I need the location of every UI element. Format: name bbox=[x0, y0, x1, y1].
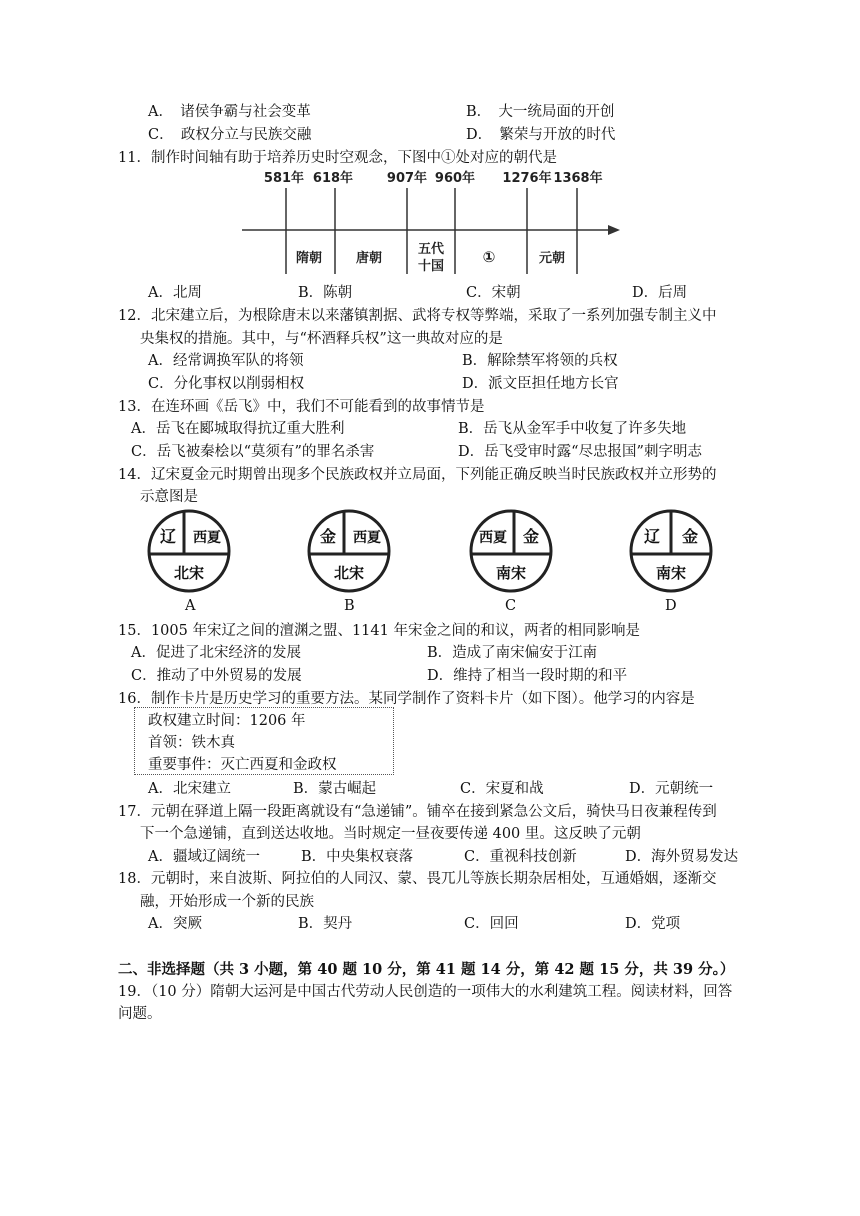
q16-option-d: D．元朝统一 bbox=[629, 781, 714, 797]
diagram-region: 北宋 bbox=[333, 564, 365, 582]
tl-period-blank: ① bbox=[482, 248, 496, 266]
card-line-leader: 首领：铁木真 bbox=[148, 735, 235, 751]
q14-label-b: B bbox=[344, 598, 355, 614]
diagram-region: 西夏 bbox=[193, 530, 221, 546]
tl-year: 618年 bbox=[312, 171, 354, 186]
q18-option-b: B．契丹 bbox=[298, 916, 353, 932]
q15-option-d: D．维持了相当一段时期的和平 bbox=[427, 668, 628, 684]
q10-option-c: C． 政权分立与民族交融 bbox=[148, 127, 312, 143]
q17-option-a: A．疆域辽阔统一 bbox=[148, 849, 260, 865]
q18-option-c: C．回回 bbox=[464, 916, 519, 932]
q12-option-b: B．解除禁军将领的兵权 bbox=[462, 353, 618, 369]
q15-option-b: B．造成了南宋偏安于江南 bbox=[427, 645, 598, 661]
q16-option-b: B．蒙古崛起 bbox=[293, 781, 377, 797]
q18-stem-1: 18．元朝时，来自波斯、阿拉伯的人同汉、蒙、畏兀儿等族长期杂居相处，互通婚姻，逐渐交 bbox=[118, 871, 717, 887]
diagram-region: 辽 bbox=[643, 527, 661, 546]
q17-stem-2: 下一个急递铺，直到送达收地。当时规定一昼夜要传递 400 里。这反映了元朝 bbox=[140, 826, 641, 842]
q15-option-a: A．促进了北宋经济的发展 bbox=[131, 645, 301, 661]
diagram-region: 金 bbox=[681, 527, 699, 546]
q14-label-c: C bbox=[505, 598, 517, 614]
q11-option-c: C．宋朝 bbox=[466, 285, 521, 301]
q12-stem-2: 央集权的措施。其中，与“杯酒释兵权”这一典故对应的是 bbox=[140, 331, 503, 347]
q11-timeline bbox=[230, 166, 630, 278]
card-line-founded: 政权建立时间：1206 年 bbox=[148, 713, 306, 729]
tl-period-sui: 隋朝 bbox=[295, 251, 323, 266]
tl-period-tang: 唐朝 bbox=[355, 251, 383, 266]
tl-period-wudai: 五代 bbox=[417, 242, 445, 257]
diagram-region: 金 bbox=[522, 527, 540, 546]
q13-option-b: B．岳飞从金军手中收复了许多失地 bbox=[458, 421, 687, 437]
q10-option-a: A． 诸侯争霸与社会变革 bbox=[148, 104, 311, 120]
q19-stem-2: 问题。 bbox=[118, 1006, 162, 1022]
q12-option-a: A．经常调换军队的将领 bbox=[148, 353, 304, 369]
tl-period-shiguo: 十国 bbox=[417, 259, 445, 274]
q16-option-c: C．宋夏和战 bbox=[460, 781, 544, 797]
q16-option-a: A．北宋建立 bbox=[148, 781, 231, 797]
q12-option-c: C．分化事权以削弱相权 bbox=[148, 376, 305, 392]
q17-stem-1: 17．元朝在驿道上隔一段距离就设有“急递铺”。铺卒在接到紧急公文后，骑快马日夜兼程传到 bbox=[118, 804, 717, 820]
tl-year: 1368年 bbox=[553, 171, 603, 186]
tl-period-yuan: 元朝 bbox=[538, 251, 566, 266]
diagram-region: 西夏 bbox=[479, 530, 507, 546]
q11-option-b: B．陈朝 bbox=[298, 285, 353, 301]
diagram-region: 辽 bbox=[159, 527, 177, 546]
tl-year: 1276年 bbox=[502, 171, 552, 186]
q14-label-d: D bbox=[665, 598, 677, 614]
tl-year: 960年 bbox=[434, 171, 476, 186]
q10-option-d: D． 繁荣与开放的时代 bbox=[466, 127, 616, 143]
q14-diagram-d bbox=[628, 508, 714, 594]
q19-stem-1: 19．（10 分）隋朝大运河是中国古代劳动人民创造的一项伟大的水利建筑工程。阅读材料，回答 bbox=[118, 984, 733, 1000]
q16-stem: 16．制作卡片是历史学习的重要方法。某同学制作了资料卡片（如下图）。他学习的内容是 bbox=[118, 691, 695, 707]
q17-option-d: D．海外贸易发达 bbox=[625, 849, 739, 865]
diagram-region: 南宋 bbox=[495, 564, 527, 582]
q18-option-a: A．突厥 bbox=[148, 916, 202, 932]
q12-stem-1: 12．北宋建立后，为根除唐末以来藩镇割据、武将专权等弊端，采取了一系列加强专制主义中 bbox=[118, 308, 717, 324]
q14-stem-1: 14．辽宋夏金元时期曾出现多个民族政权并立局面，下列能正确反映当时民族政权并立形势的 bbox=[118, 467, 717, 483]
q11-stem: 11．制作时间轴有助于培养历史时空观念，下图中①处对应的朝代是 bbox=[118, 150, 557, 166]
q11-option-a: A．北周 bbox=[148, 285, 202, 301]
q17-option-c: C．重视科技创新 bbox=[464, 849, 577, 865]
q13-stem: 13．在连环画《岳飞》中，我们不可能看到的故事情节是 bbox=[118, 399, 485, 415]
tl-year: 907年 bbox=[386, 171, 428, 186]
q15-option-c: C．推动了中外贸易的发展 bbox=[131, 668, 302, 684]
q15-stem: 15．1005 年宋辽之间的澶渊之盟、1141 年宋金之间的和议，两者的相同影响是 bbox=[118, 623, 640, 639]
q14-diagram-a bbox=[146, 508, 232, 594]
card-line-events: 重要事件：灭亡西夏和金政权 bbox=[148, 757, 337, 773]
q10-option-b: B． 大一统局面的开创 bbox=[466, 104, 615, 120]
q14-diagram-b bbox=[306, 508, 392, 594]
q18-stem-2: 融，开始形成一个新的民族 bbox=[140, 894, 314, 910]
q13-option-a: A．岳飞在郾城取得抗辽重大胜利 bbox=[131, 421, 345, 437]
diagram-region: 北宋 bbox=[173, 564, 205, 582]
q18-option-d: D．党项 bbox=[625, 916, 681, 932]
diagram-region: 西夏 bbox=[353, 530, 381, 546]
q14-diagram-c bbox=[468, 508, 554, 594]
q12-option-d: D．派文臣担任地方长官 bbox=[462, 376, 619, 392]
section-2-heading: 二、非选择题（共 3 小题，第 40 题 10 分，第 41 题 14 分，第 42 题 15 分，共 39 分。） bbox=[118, 961, 735, 978]
diagram-region: 金 bbox=[319, 527, 337, 546]
q13-option-c: C．岳飞被秦桧以“莫须有”的罪名杀害 bbox=[131, 444, 375, 460]
q14-label-a: A bbox=[185, 598, 196, 614]
q14-stem-2: 示意图是 bbox=[140, 489, 198, 505]
q13-option-d: D．岳飞受审时露“尽忠报国”刺字明志 bbox=[458, 444, 702, 460]
q17-option-b: B．中央集权衰落 bbox=[301, 849, 414, 865]
q11-option-d: D．后周 bbox=[632, 285, 688, 301]
tl-year: 581年 bbox=[263, 171, 305, 186]
diagram-region: 南宋 bbox=[655, 564, 687, 582]
